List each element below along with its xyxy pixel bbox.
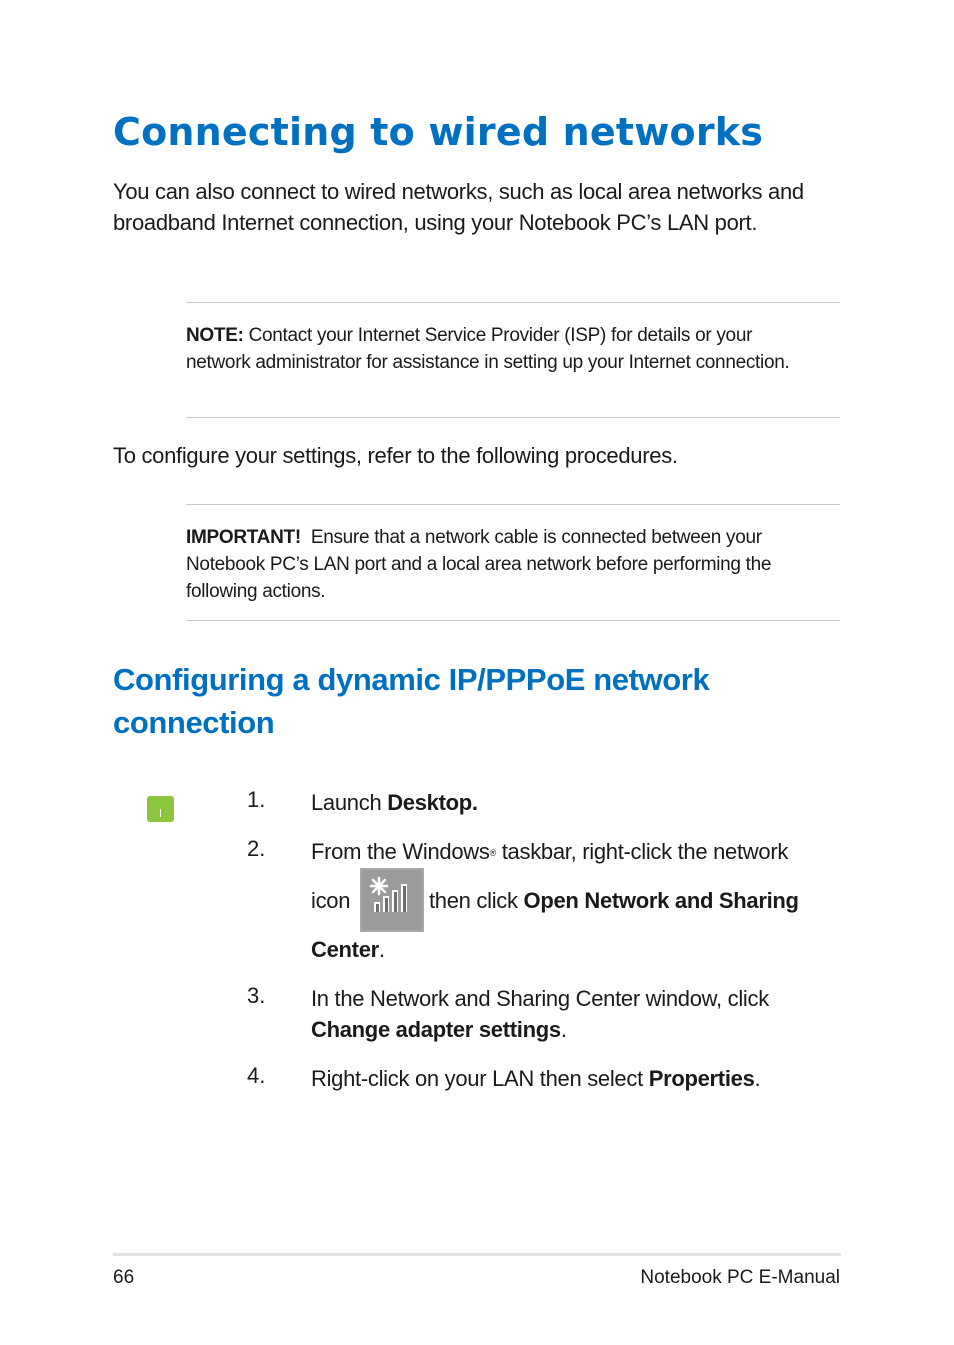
step-4-text (311, 1063, 841, 1094)
step-4-post: . (754, 1066, 761, 1091)
section-title: Configuring a dynamic IP/PPPoE network connection (113, 662, 710, 740)
step-number: 2. (247, 836, 266, 861)
keyboard-icon (147, 796, 174, 822)
step-2-line-2 (429, 885, 799, 916)
step-1-bold: Desktop. (387, 790, 478, 815)
manual-title: Notebook PC E-Manual (640, 1267, 840, 1288)
step-number: 4. (247, 1063, 266, 1088)
step-number: 1. (247, 787, 266, 812)
step-4-bold: Properties (648, 1066, 755, 1091)
step-3-pre: In the Network and Sharing Center window, click (311, 986, 769, 1011)
note-bottom-rule (186, 417, 840, 418)
step-2-pre-b: taskbar, right-click the network (495, 839, 789, 864)
important-top-rule (186, 504, 840, 505)
step-1-text (311, 787, 841, 818)
step-3-bold: Change adapter settings (311, 1017, 561, 1042)
step-2-bold-a: Open Network and Sharing (523, 888, 799, 913)
network-icon (360, 868, 424, 932)
important-bottom-rule (186, 620, 840, 621)
page-title: Connecting to wired networks (113, 110, 764, 154)
important-box (186, 524, 831, 605)
note-top-rule (186, 302, 840, 303)
step-4-pre: Right-click on your LAN then select (311, 1066, 649, 1091)
note-label: NOTE: (186, 325, 244, 346)
step-2-post: . (378, 937, 385, 962)
step-2-icon-word: icon (311, 888, 351, 913)
step-2-mid: then click (429, 888, 524, 913)
step-2-line-3 (311, 934, 385, 965)
footer-rule (113, 1253, 841, 1256)
note-text: Contact your Internet Service Provider (ISP) for details or your network administrator for assistance in setting up your Internet connection. (186, 325, 790, 373)
registered-mark: ® (489, 848, 496, 858)
note-box (186, 322, 806, 376)
step-number: 3. (247, 983, 266, 1008)
step-2-pre-a: From the Windows (311, 839, 490, 864)
step-2-bold-b: Center (311, 937, 379, 962)
step-3-text (311, 983, 811, 1045)
page-number: 66 (113, 1267, 135, 1288)
step-1-pre: Launch (311, 790, 388, 815)
step-2-line-1 (311, 836, 841, 867)
configure-text: To configure your settings, refer to the following procedures. (113, 443, 678, 468)
intro-paragraph: You can also connect to wired networks, such as local area networks and broadband Internet connection, using your Notebook PC’s LAN port. (113, 179, 804, 235)
important-label: IMPORTANT! (186, 527, 301, 548)
step-3-post: . (560, 1017, 567, 1042)
important-text: Ensure that a network cable is connected between your Notebook PC’s LAN port and a local area network before performing the following actions. (186, 527, 772, 602)
